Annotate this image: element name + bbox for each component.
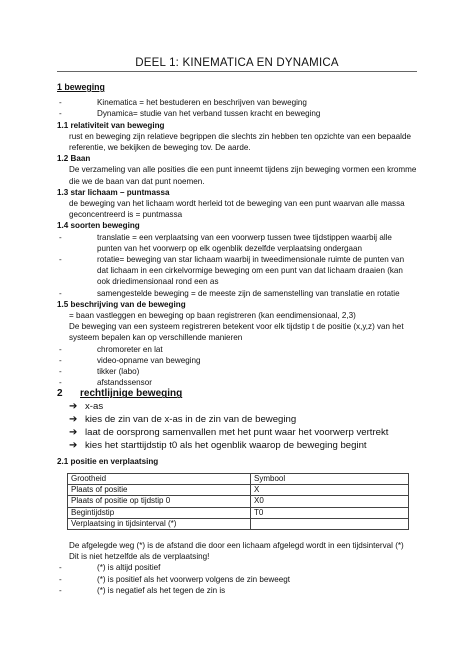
arrow-item-text: laat de oorsprong samenvallen met het punt waar het voorwerp vertrekt — [85, 426, 389, 438]
list-item: - (*) is positief als het voorwerp volgens de zin beweegt — [57, 574, 417, 585]
arrow-item-text: kies het starttijdstip t0 als het ogenblik waarop de beweging begint — [85, 439, 367, 451]
list-item: - translatie = een verplaatsing van een voorwerp tussen twee tijdstippen waarbij alle punten van het voorwerp op elk ogenblik dezelfde verplaatsing ondergaan — [57, 232, 417, 254]
table-cell: X0 — [251, 496, 409, 507]
section-1-2-heading: 1.2 Baan — [57, 154, 91, 164]
section-2-1-para-1: De afgelegde weg (*) is de afstand die door een lichaam afgelegd wordt in een tijdsinterval (*) — [69, 540, 404, 550]
section-2-heading — [57, 388, 417, 399]
symbol-table — [67, 473, 409, 530]
table-row — [68, 485, 409, 496]
table-header-cell: Symbool — [251, 473, 409, 484]
section-1-2-body: De verzameling van alle posities die een punt inneemt tijdens zijn beweging vormen een kromme die we de baan van dat punt noemen. — [69, 165, 417, 186]
arrow-right-icon: ➔ — [69, 426, 78, 438]
section-2-number: 2 — [57, 388, 63, 400]
table-cell: X — [251, 485, 409, 496]
section-1-5-heading: 1.5 beschrijving van de beweging — [57, 299, 186, 309]
section-1-5-line: = baan vastleggen en beweging op baan registreren (kan eendimensionaal, 2,3) — [69, 311, 356, 321]
section-1-1-heading: 1.1 relativiteit van beweging — [57, 120, 165, 130]
list-item: - tikker (labo) — [57, 366, 417, 377]
section-1-3-heading: 1.3 star lichaam – puntmassa — [57, 187, 170, 197]
table-cell: T0 — [251, 507, 409, 518]
arrow-right-icon: ➔ — [69, 413, 78, 425]
list-item: - Kinematica = het bestuderen en beschrijven van beweging — [57, 97, 417, 108]
section-1-5-body: De beweging van een systeem registreren betekent voor elk tijdstip t de positie (x,y,z) van het systeem bepalen kan op verschillende manieren — [69, 322, 404, 343]
table-cell: Plaats of positie op tijdstip 0 — [68, 496, 251, 507]
section-2-title: rechtlijnige beweging — [80, 388, 183, 400]
section-1-heading: 1 beweging — [57, 82, 105, 92]
page-title: DEEL 1: KINEMATICA EN DYNAMICA — [135, 57, 339, 69]
section-1-1-body: rust en beweging zijn relatieve begrippen die slechts zin hebben ten opzichte van een bepaalde referentie, we bekijken de beweging tov. De aarde. — [69, 131, 411, 153]
arrow-right-icon: ➔ — [69, 400, 78, 412]
list-item: - chromoreter en lat — [57, 344, 417, 355]
list-item: - (*) is negatief als het tegen de zin is — [57, 585, 417, 596]
arrow-item — [57, 413, 417, 426]
table-cell: Begintijdstip — [68, 507, 251, 518]
table-cell: Verplaatsing in tijdsinterval (*) — [68, 518, 251, 529]
section-2-1-heading: 2.1 positie en verplaatsing — [57, 456, 159, 466]
list-item: - rotatie= beweging van star lichaam waarbij in tweedimensionale ruimte de punten van dat lichaam in een cirkelvormige beweging om een punt van dat lichaam draaien (kan ook driedimensionaal rond een as — [57, 254, 417, 288]
section-1-4-heading: 1.4 soorten beweging — [57, 221, 140, 231]
arrow-item — [57, 400, 417, 413]
table-header-cell: Grootheid — [68, 473, 251, 484]
section-1-3-body: de beweging van het lichaam wordt herleid tot de beweging van een punt waarvan alle massa geconcentreerd is = puntmassa — [69, 199, 405, 220]
arrow-item-text: kies de zin van de x-as in de zin van de beweging — [85, 413, 297, 425]
section-2-1-para-2: Dit is niet hetzelfde als de verplaatsing! — [69, 552, 210, 562]
arrow-item-text: x-as — [85, 400, 104, 412]
table-row — [68, 496, 409, 507]
table-row — [68, 518, 409, 529]
list-item: - samengestelde beweging = de meeste zijn de samenstelling van translatie en rotatie — [57, 288, 417, 299]
arrow-right-icon: ➔ — [69, 439, 78, 451]
table-row — [68, 507, 409, 518]
document-body — [57, 82, 417, 596]
arrow-item — [57, 439, 417, 452]
list-item: - Dynamica= studie van het verband tussen kracht en beweging — [57, 108, 417, 119]
list-item: - afstandssensor — [57, 377, 417, 388]
table-cell: Plaats of positie — [68, 485, 251, 496]
list-item: - (*) is altijd positief — [57, 562, 417, 573]
table-header-row — [68, 473, 409, 484]
table-cell — [251, 518, 409, 529]
list-item: - video-opname van beweging — [57, 355, 417, 366]
arrow-item — [57, 426, 417, 439]
title-divider — [57, 71, 417, 72]
